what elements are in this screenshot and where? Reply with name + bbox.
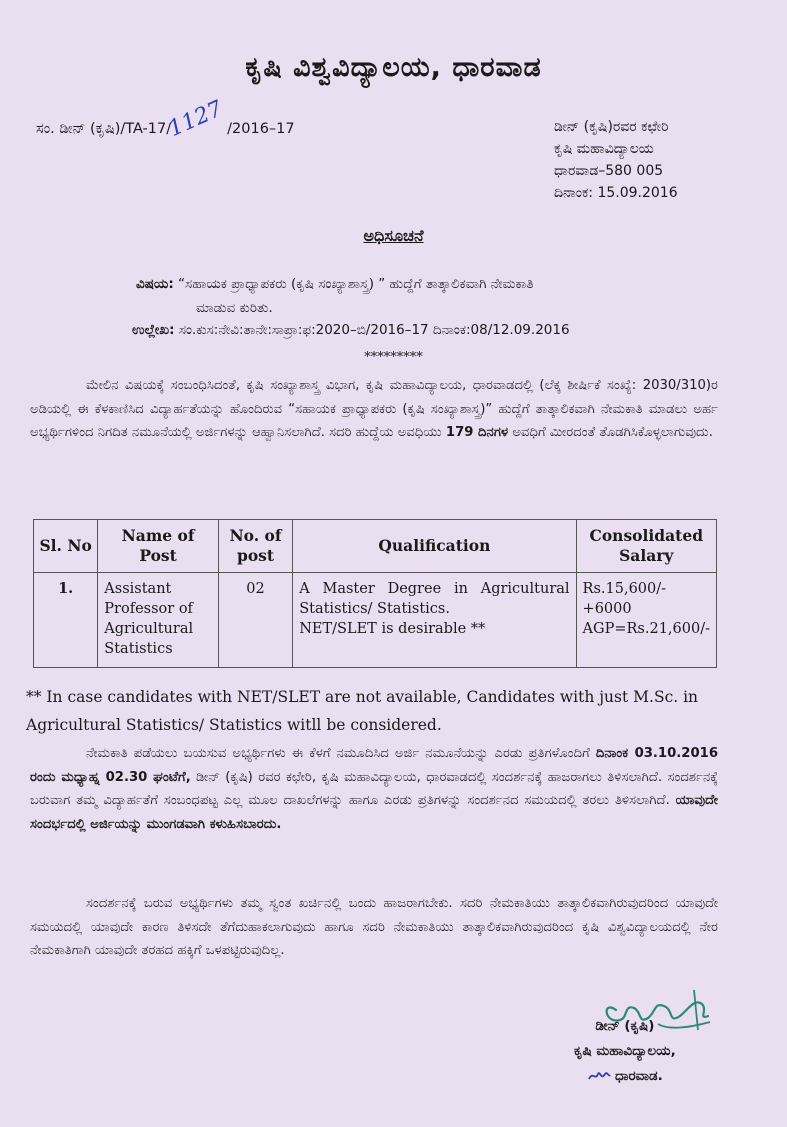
university-title: ಕೃಷಿ ವಿಶ್ವವಿದ್ಯಾಲಯ, ಧಾರವಾಡ [245, 52, 542, 83]
qualification-line-1: A Master Degree in Agricultural Statistics/ Statistics. [299, 581, 570, 617]
office-line-3: ಧಾರವಾಡ–580 005 [554, 163, 664, 179]
para1-bold: 179 ದಿನಗಳ [445, 425, 509, 440]
office-address [554, 116, 678, 204]
initials-mark-icon [587, 1069, 611, 1083]
handwritten-number: 1127 [165, 96, 227, 142]
reference-block [132, 322, 570, 338]
cell-sl-no: 1. [34, 573, 98, 668]
reference-number [36, 96, 295, 142]
qualification-line-2: NET/SLET is desirable ** [299, 621, 486, 637]
header-no-of-post: No. of post [218, 520, 292, 573]
cell-qualification [293, 573, 576, 668]
ref-suffix: /2016–17 [227, 121, 295, 137]
para1-text-b: ಅವಧಿಗೆ ಮೀರದಂತೆ ತೊಡಗಿಸಿಕೊಳ್ಳಲಾಗುವುದು. [508, 425, 713, 440]
signature-block [574, 1014, 676, 1089]
para2-bold-2: ಯಾವುದೇ ಸಂದರ್ಭದಲ್ಲಿ ಅರ್ಜಿಯನ್ನು ಮುಂಗಡವಾಗಿ ಕಳುಹಿಸಬಾರದು. [30, 793, 718, 832]
cell-salary [576, 573, 716, 668]
signature-designation: ಡೀನ್ (ಕೃಷಿ) [595, 1018, 655, 1034]
paragraph-2 [30, 742, 718, 836]
subject-label: ವಿಷಯ: [136, 276, 174, 292]
subject-text-2: ಮಾಡುವ ಕುರಿತು. [196, 300, 273, 316]
header-sl-no: Sl. No [34, 520, 98, 573]
office-line-1: ಡೀನ್ (ಕೃಷಿ)ರವರ ಕಛೇರಿ [554, 119, 669, 135]
header-qualification: Qualification [293, 520, 576, 573]
table-row [34, 573, 717, 668]
para2-text-b: ಡೀನ್ (ಕೃಷಿ) ರವರ ಕಛೇರಿ, ಕೃಷಿ ಮಹಾವಿದ್ಯಾಲಯ, ಧಾರವಾಡದಲ್ಲಿ ಸಂದರ್ಶನಕ್ಕೆ ಹಾಜರಾಗಲು ತಿಳಿಸಲಾಗಿದೆ. ಸಂದರ್ಶನಕ್ಕೆ ಬರುವಾಗ ತಮ್ಮ ವಿದ್ಯಾರ್ಹತೆಗೆ ಸಂಬಂಧಪಟ್ಟ ಎಲ್ಲ ಮೂಲ ದಾಖಲೆಗಳನ್ನು ಹಾಗೂ ಎರಡು ಪ್ರತಿಗಳನ್ನು ಸಂದರ್ಶನದ ಸಮಯದಲ್ಲಿ ತರಲು ತಿಳಿಸಲಾಗಿದೆ. [30, 769, 718, 808]
header-name-of-post: Name of Post [98, 520, 219, 573]
para1-text-a: ಮೇಲಿನ ವಿಷಯಕ್ಕೆ ಸಂಬಂಧಿಸಿದಂತೆ, ಕೃಷಿ ಸಂಖ್ಯಾಶಾಸ್ತ್ರ ವಿಭಾಗ, ಕೃಷಿ ಮಹಾವಿದ್ಯಾಲಯ, ಧಾರವಾಡದಲ್ಲಿ (ಲೆಕ್ಕ ಶೀರ್ಷಿಕೆ ಸಂಖ್ಯೆ: 2030/310)ರ ಅಡಿಯಲ್ಲಿ ಈ ಕೆಳಕಾಣಿಸಿದ ವಿದ್ಯಾರ್ಹತೆಯನ್ನು ಹೊಂದಿರುವ “ಸಹಾಯಕ ಪ್ರಾಧ್ಯಾಪಕರು (ಕೃಷಿ ಸಂಖ್ಯಾಶಾಸ್ತ್ರ)” ಹುದ್ದೆಗೆ ತಾತ್ಕಾಲಿಕವಾಗಿ ನೇಮಕಾತಿ ಮಾಡಲು ಅರ್ಹ ಅಭ್ಯರ್ಥಿಗಳಿಂದ ನಿಗದಿತ ನಮೂನೆಯಲ್ಲಿ ಅರ್ಜಿಗಳನ್ನು ಆಹ್ವಾನಿಸಲಾಗಿದೆ. ಸದರಿ ಹುದ್ದೆಯ ಅವಧಿಯು [30, 378, 718, 440]
para3-text: ಸಂದರ್ಶನಕ್ಕೆ ಬರುವ ಅಭ್ಯರ್ಥಿಗಳು ತಮ್ಮ ಸ್ವಂತ ಖರ್ಚಿನಲ್ಲಿ ಬಂದು ಹಾಜರಾಗಬೇಕು. ಸದರಿ ನೇಮಕಾತಿಯು ತಾತ್ಕಾಲಿಕವಾಗಿರುವುದರಿಂದ ಯಾವುದೇ ಸಮಯದಲ್ಲಿ ಯಾವುದೇ ಕಾರಣ ತಿಳಿಸದೇ ತೆಗೆದುಹಾಕಲಾಗುವುದು ಹಾಗೂ ಸದರಿ ನೇಮಕಾತಿಯು ತಾತ್ಕಾಲಿಕವಾಗಿರುವುದರಿಂದ ಕೃಷಿ ವಿಶ್ವವಿದ್ಯಾಲಯದಲ್ಲಿ ನೇರ ನೇಮಕಾತಿಗಾಗಿ ಯಾವುದೇ ತರಹದ ಹಕ್ಕಿಗೆ ಒಳಪಟ್ಟಿರುವುದಿಲ್ಲ. [30, 896, 718, 958]
table-header-row [34, 520, 717, 573]
cell-post-count: 02 [218, 573, 292, 668]
separator: ********* [364, 350, 423, 365]
ref-prefix: ಸಂ. ಡೀನ್ (ಕೃಷಿ)/TA-17/ [36, 121, 172, 137]
cell-post-name: Assistant Professor of Agricultural Statistics [98, 573, 219, 668]
date-line: ದಿನಾಂಕ: 15.09.2016 [554, 185, 678, 201]
salary-line-1: Rs.15,600/- +6000 [582, 581, 667, 617]
para2-bold-1: ದಿನಾಂಕ 03.10.2016 ರಂದು ಮಧ್ಯಾಹ್ನ 02.30 ಘಂಟೆಗೆ, [30, 746, 718, 785]
office-line-2: ಕೃಷಿ ಮಹಾವಿದ್ಯಾಲಯ [554, 141, 654, 157]
salary-line-2: AGP=Rs.21,600/- [582, 621, 710, 637]
subject-block [136, 272, 696, 320]
para2-text-a: ನೇಮಕಾತಿ ಪಡೆಯಲು ಬಯಸುವ ಅಭ್ಯರ್ಥಿಗಳು ಈ ಕೆಳಗೆ ನಮೂದಿಸಿದ ಅರ್ಜಿ ನಮೂನೆಯನ್ನು ಎರಡು ಪ್ರತಿಗಳೊಂದಿಗೆ [86, 746, 596, 761]
reference-text: ಸಂ.ಕುಸ:ನೇವಿ:ತಾನೇ:ಸಾಪ್ರಾ:ಫ:2020–ಬಿ/2016–17 ದಿನಾಂಕ:08/12.09.2016 [178, 322, 570, 338]
reference-label: ಉಲ್ಲೇಖ: [132, 322, 175, 338]
notification-heading: ಅಧಿಸೂಚನೆ [363, 226, 424, 245]
signature-place: ಧಾರವಾಡ. [574, 1064, 676, 1089]
footnote: ** In case candidates with NET/SLET are not available, Candidates with just M.Sc. in Agricultural Statistics/ Statistics witll be considered. [26, 688, 699, 734]
paragraph-1 [30, 374, 718, 445]
vacancy-table [33, 519, 717, 668]
signature-college: ಕೃಷಿ ಮಹಾವಿದ್ಯಾಲಯ, [574, 1043, 676, 1059]
paragraph-3 [30, 892, 718, 963]
subject-text-1: “ಸಹಾಯಕ ಪ್ರಾಧ್ಯಾಪಕರು (ಕೃಷಿ ಸಂಖ್ಯಾಶಾಸ್ತ್ರ) ” ಹುದ್ದೆಗೆ ತಾತ್ಕಾಲಿಕವಾಗಿ ನೇಮಕಾತಿ [178, 276, 534, 292]
header-salary: Consolidated Salary [576, 520, 716, 573]
